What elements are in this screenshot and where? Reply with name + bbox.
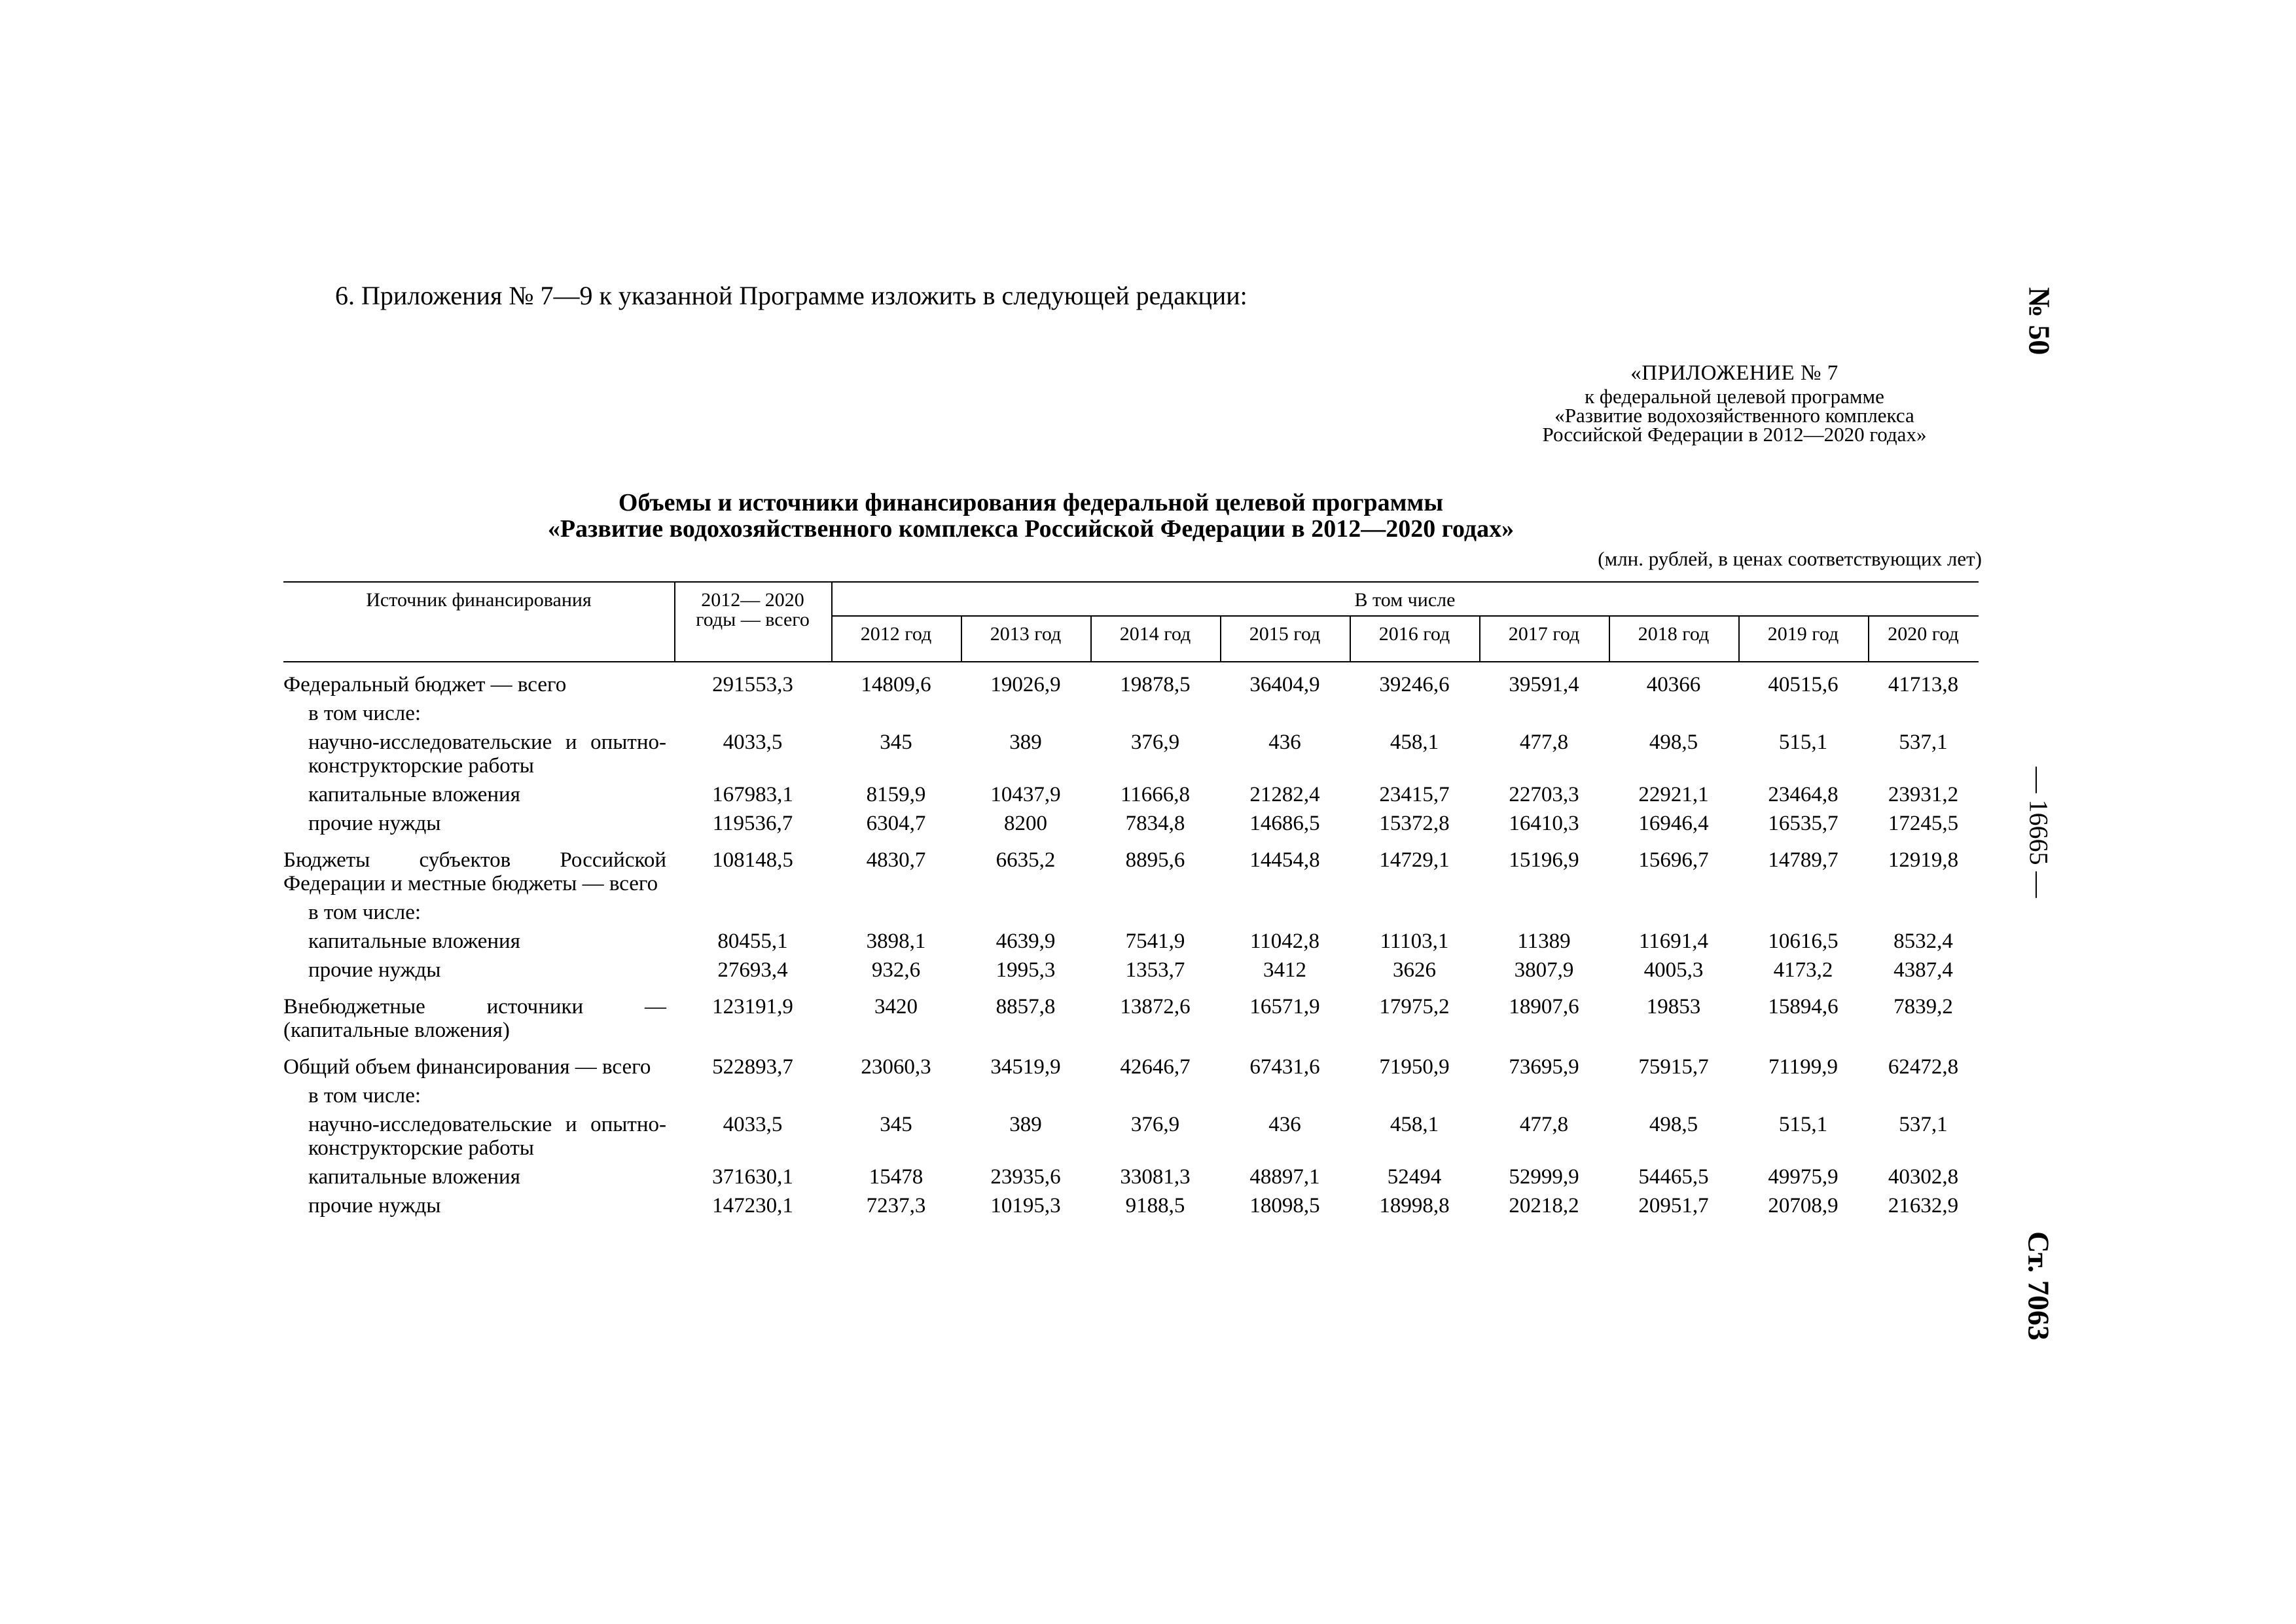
cell-year-value	[1220, 696, 1350, 725]
cell-year-value: 13872,6	[1120, 995, 1191, 1019]
cell-total: 291553,3	[712, 673, 793, 696]
cell-year-value: 19026,9	[990, 673, 1061, 696]
table-title-line-1: Объемы и источники финансирования федеральной целевой программы	[618, 489, 1444, 516]
row-label: научно-исследовательские и опытно-конструкторские работы	[308, 1113, 666, 1160]
cell-year-value: 10195,3	[990, 1194, 1061, 1218]
cell-year-value: 54465,5	[1638, 1165, 1709, 1189]
cell-year-value: 23415,7	[1379, 783, 1450, 806]
appendix-line-1: к федеральной целевой программе	[1585, 385, 1884, 408]
cell-year-value: 932,6	[871, 958, 921, 982]
cell-year-value: 436	[1268, 731, 1301, 754]
cell-year-value: 20218,2	[1509, 1194, 1579, 1218]
cell-year-value	[1090, 895, 1220, 924]
row-label: Бюджеты субъектов Российской Федерации и местные бюджеты — всего	[283, 848, 666, 895]
cell-year-value: 498,5	[1649, 731, 1698, 754]
header-year: 2013 год	[990, 623, 1062, 645]
cell-year-value: 18098,5	[1249, 1194, 1320, 1218]
cell-year-value: 537,1	[1899, 1113, 1948, 1136]
table-row	[283, 1042, 1979, 1079]
cell-year-value: 498,5	[1649, 1113, 1698, 1136]
table-row	[283, 924, 1979, 953]
cell-year-value	[1868, 696, 1979, 725]
cell-year-value: 8159,9	[866, 783, 926, 806]
cell-year-value: 389	[1009, 731, 1042, 754]
cell-year-value: 345	[880, 731, 912, 754]
table-row	[283, 895, 1979, 924]
cell-year-value: 3898,1	[866, 929, 926, 953]
cell-year-value: 11666,8	[1120, 783, 1191, 806]
cell-year-value: 7237,3	[866, 1194, 926, 1218]
cell-year-value: 389	[1009, 1113, 1042, 1136]
cell-year-value: 16410,3	[1509, 812, 1579, 835]
cell-year-value: 22921,1	[1638, 783, 1709, 806]
appendix-line-3: Российской Федерации в 2012—2020 годах»	[1542, 423, 1927, 446]
page-number: — 16665 —	[2024, 767, 2054, 898]
cell-total: 167983,1	[712, 783, 793, 806]
units-note: (млн. рублей, в ценах соответствующих лет)	[1598, 547, 1982, 570]
cell-year-value: 3412	[1263, 958, 1306, 982]
cell-year-value	[1350, 696, 1479, 725]
cell-year-value	[1090, 696, 1220, 725]
cell-year-value	[1738, 895, 1868, 924]
cell-year-value: 3807,9	[1514, 958, 1574, 982]
cell-total: 80455,1	[717, 929, 788, 953]
table-row	[283, 1079, 1979, 1108]
cell-year-value: 40366	[1646, 673, 1701, 696]
table-row	[283, 835, 1979, 895]
row-label: в том числе:	[308, 901, 422, 924]
cell-year-value: 23464,8	[1768, 783, 1839, 806]
cell-year-value: 18907,6	[1509, 995, 1579, 1019]
cell-year-value	[1609, 1079, 1738, 1108]
cell-year-value: 39591,4	[1509, 673, 1579, 696]
cell-year-value	[961, 696, 1090, 725]
table-row	[283, 725, 1979, 778]
article-number: Ст. 7063	[2022, 1231, 2056, 1341]
cell-year-value: 17975,2	[1379, 995, 1450, 1019]
appendix-block	[1473, 361, 1996, 446]
cell-year-value: 22703,3	[1509, 783, 1579, 806]
cell-year-value: 15696,7	[1638, 848, 1709, 872]
header-top-rule	[283, 581, 1979, 583]
table-row	[283, 982, 1979, 1042]
header-including: В том числе	[1354, 589, 1456, 611]
cell-year-value: 49975,9	[1768, 1165, 1839, 1189]
cell-year-value: 23935,6	[990, 1165, 1061, 1189]
cell-year-value: 16946,4	[1638, 812, 1709, 835]
cell-year-value: 515,1	[1778, 1113, 1828, 1136]
header-year: 2018 год	[1638, 623, 1710, 645]
cell-year-value	[1350, 1079, 1479, 1108]
cell-year-value	[831, 1079, 961, 1108]
cell-total: 4033,5	[723, 731, 783, 754]
cell-year-value: 52494	[1387, 1165, 1442, 1189]
header-source: Источник финансирования	[366, 589, 592, 611]
cell-year-value	[1479, 1079, 1609, 1108]
cell-year-value: 436	[1268, 1113, 1301, 1136]
table-row	[283, 1160, 1979, 1189]
cell-year-value: 458,1	[1390, 731, 1439, 754]
cell-year-value: 345	[880, 1113, 912, 1136]
table-row	[283, 1108, 1979, 1160]
cell-year-value: 14809,6	[861, 673, 931, 696]
row-label: Общий объем финансирования — всего	[283, 1055, 651, 1079]
header-year: 2019 год	[1767, 623, 1839, 645]
cell-year-value: 23931,2	[1888, 783, 1959, 806]
cell-year-value: 4387,4	[1893, 958, 1953, 982]
cell-year-value: 10616,5	[1768, 929, 1839, 953]
cell-year-value: 8532,4	[1893, 929, 1953, 953]
cell-year-value: 1353,7	[1125, 958, 1185, 982]
cell-year-value: 14686,5	[1249, 812, 1320, 835]
cell-year-value: 34519,9	[990, 1055, 1061, 1079]
header-year: 2015 год	[1249, 623, 1321, 645]
header-year: 2014 год	[1119, 623, 1191, 645]
issue-number: № 50	[2022, 287, 2056, 355]
header-year: 2020 год	[1888, 623, 1959, 645]
cell-year-value	[1479, 696, 1609, 725]
row-label: капитальные вложения	[308, 783, 520, 806]
table-title-line-2: «Развитие водохозяйственного комплекса Российской Федерации в 2012—2020 годах»	[547, 515, 1515, 543]
cell-total	[674, 696, 831, 725]
cell-year-value: 376,9	[1130, 1113, 1180, 1136]
cell-year-value: 40302,8	[1888, 1165, 1959, 1189]
cell-year-value: 4830,7	[866, 848, 926, 872]
cell-year-value: 11103,1	[1380, 929, 1449, 953]
cell-year-value: 376,9	[1130, 731, 1180, 754]
cell-year-value: 458,1	[1390, 1113, 1439, 1136]
cell-total: 522893,7	[712, 1055, 793, 1079]
row-label: в том числе:	[308, 1084, 422, 1108]
cell-total: 119536,7	[712, 812, 793, 835]
cell-year-value: 52999,9	[1509, 1165, 1579, 1189]
row-label: Федеральный бюджет — всего	[283, 673, 567, 696]
cell-year-value: 15894,6	[1768, 995, 1839, 1019]
cell-year-value	[961, 1079, 1090, 1108]
table-row	[283, 806, 1979, 835]
cell-year-value: 4005,3	[1643, 958, 1704, 982]
row-label: прочие нужды	[308, 958, 441, 982]
header-bottom-rule	[283, 661, 1979, 662]
table-row	[283, 696, 1979, 725]
cell-year-value: 41713,8	[1888, 673, 1959, 696]
cell-year-value: 8857,8	[996, 995, 1056, 1019]
cell-year-value: 21282,4	[1249, 783, 1320, 806]
cell-year-value: 12919,8	[1888, 848, 1959, 872]
cell-year-value: 20708,9	[1768, 1194, 1839, 1218]
cell-total: 4033,5	[723, 1113, 783, 1136]
table-row	[283, 953, 1979, 982]
cell-year-value: 11691,4	[1638, 929, 1709, 953]
appendix-line-2: «Развитие водохозяйственного комплекса	[1554, 404, 1914, 427]
cell-year-value	[1479, 895, 1609, 924]
table-body	[283, 668, 1979, 1218]
cell-year-value: 515,1	[1778, 731, 1828, 754]
cell-total: 123191,9	[712, 995, 793, 1019]
cell-year-value	[1090, 1079, 1220, 1108]
cell-year-value: 3626	[1393, 958, 1436, 982]
cell-year-value: 9188,5	[1125, 1194, 1185, 1218]
cell-year-value: 21632,9	[1888, 1194, 1959, 1218]
cell-year-value: 4173,2	[1773, 958, 1833, 982]
cell-year-value: 10437,9	[990, 783, 1061, 806]
cell-year-value: 16535,7	[1768, 812, 1839, 835]
cell-year-value: 75915,7	[1638, 1055, 1709, 1079]
cell-year-value	[1609, 696, 1738, 725]
cell-year-value: 6304,7	[866, 812, 926, 835]
cell-year-value: 67431,6	[1249, 1055, 1320, 1079]
cell-year-value: 15196,9	[1509, 848, 1579, 872]
header-total: 2012— 2020 годы — всего	[696, 589, 810, 630]
cell-total: 371630,1	[712, 1165, 793, 1189]
appendix-heading: «ПРИЛОЖЕНИЕ № 7	[1630, 361, 1839, 385]
cell-year-value: 537,1	[1899, 731, 1948, 754]
cell-year-value	[1350, 895, 1479, 924]
cell-year-value: 62472,8	[1888, 1055, 1959, 1079]
header-year: 2016 год	[1378, 623, 1450, 645]
cell-year-value	[1738, 1079, 1868, 1108]
cell-year-value: 7541,9	[1125, 929, 1185, 953]
cell-year-value: 36404,9	[1249, 673, 1320, 696]
cell-year-value	[1609, 895, 1738, 924]
cell-year-value	[1868, 1079, 1979, 1108]
cell-year-value: 7834,8	[1125, 812, 1185, 835]
cell-year-value: 19853	[1646, 995, 1701, 1019]
intro-text: 6. Приложения № 7—9 к указанной Программе изложить в следующей редакции:	[335, 281, 1247, 310]
table-title	[393, 490, 1669, 542]
cell-total: 27693,4	[717, 958, 788, 982]
cell-year-value	[1220, 1079, 1350, 1108]
cell-total	[674, 1079, 831, 1108]
cell-year-value: 477,8	[1519, 731, 1569, 754]
cell-year-value	[1738, 696, 1868, 725]
cell-year-value: 18998,8	[1379, 1194, 1450, 1218]
cell-year-value: 39246,6	[1379, 673, 1450, 696]
cell-year-value	[961, 895, 1090, 924]
financing-table	[283, 668, 1979, 1218]
cell-year-value: 20951,7	[1638, 1194, 1709, 1218]
cell-year-value: 11389	[1517, 929, 1571, 953]
cell-year-value: 11042,8	[1249, 929, 1320, 953]
cell-year-value: 23060,3	[861, 1055, 931, 1079]
cell-total: 108148,5	[712, 848, 793, 872]
row-label: капитальные вложения	[308, 1165, 520, 1189]
cell-year-value: 7839,2	[1893, 995, 1953, 1019]
header-year: 2012 год	[860, 623, 932, 645]
row-label: научно-исследовательские и опытно-конструкторские работы	[308, 731, 666, 778]
row-label: прочие нужды	[308, 1194, 441, 1218]
cell-year-value: 16571,9	[1249, 995, 1320, 1019]
cell-year-value: 48897,1	[1249, 1165, 1320, 1189]
cell-year-value: 71950,9	[1379, 1055, 1450, 1079]
header-year: 2017 год	[1508, 623, 1580, 645]
cell-year-value: 6635,2	[996, 848, 1056, 872]
row-label: в том числе:	[308, 702, 422, 725]
cell-year-value: 14789,7	[1768, 848, 1839, 872]
cell-year-value: 8895,6	[1125, 848, 1185, 872]
cell-year-value	[1868, 895, 1979, 924]
cell-year-value: 8200	[1004, 812, 1047, 835]
cell-year-value: 73695,9	[1509, 1055, 1579, 1079]
cell-year-value	[831, 895, 961, 924]
row-label: прочие нужды	[308, 812, 441, 835]
table-row	[283, 778, 1979, 806]
header-divider	[674, 581, 675, 661]
cell-year-value: 19878,5	[1120, 673, 1191, 696]
cell-year-value: 15372,8	[1379, 812, 1450, 835]
cell-total: 147230,1	[712, 1194, 793, 1218]
cell-year-value: 15478	[869, 1165, 924, 1189]
cell-year-value: 71199,9	[1768, 1055, 1839, 1079]
header-mid-rule	[831, 615, 1979, 617]
row-label: Внебюджетные источники — (капитальные вложения)	[283, 995, 666, 1042]
cell-year-value: 14729,1	[1379, 848, 1450, 872]
cell-year-value: 1995,3	[996, 958, 1056, 982]
cell-year-value: 42646,7	[1120, 1055, 1191, 1079]
table-row	[283, 1189, 1979, 1218]
cell-year-value: 14454,8	[1249, 848, 1320, 872]
row-label: капитальные вложения	[308, 929, 520, 953]
cell-year-value	[1220, 895, 1350, 924]
cell-year-value: 33081,3	[1120, 1165, 1191, 1189]
cell-year-value: 477,8	[1519, 1113, 1569, 1136]
cell-year-value: 17245,5	[1888, 812, 1959, 835]
cell-year-value: 40515,6	[1768, 673, 1839, 696]
table-row	[283, 668, 1979, 696]
cell-total	[674, 895, 831, 924]
cell-year-value: 4639,9	[996, 929, 1056, 953]
cell-year-value: 3420	[874, 995, 918, 1019]
cell-year-value	[831, 696, 961, 725]
